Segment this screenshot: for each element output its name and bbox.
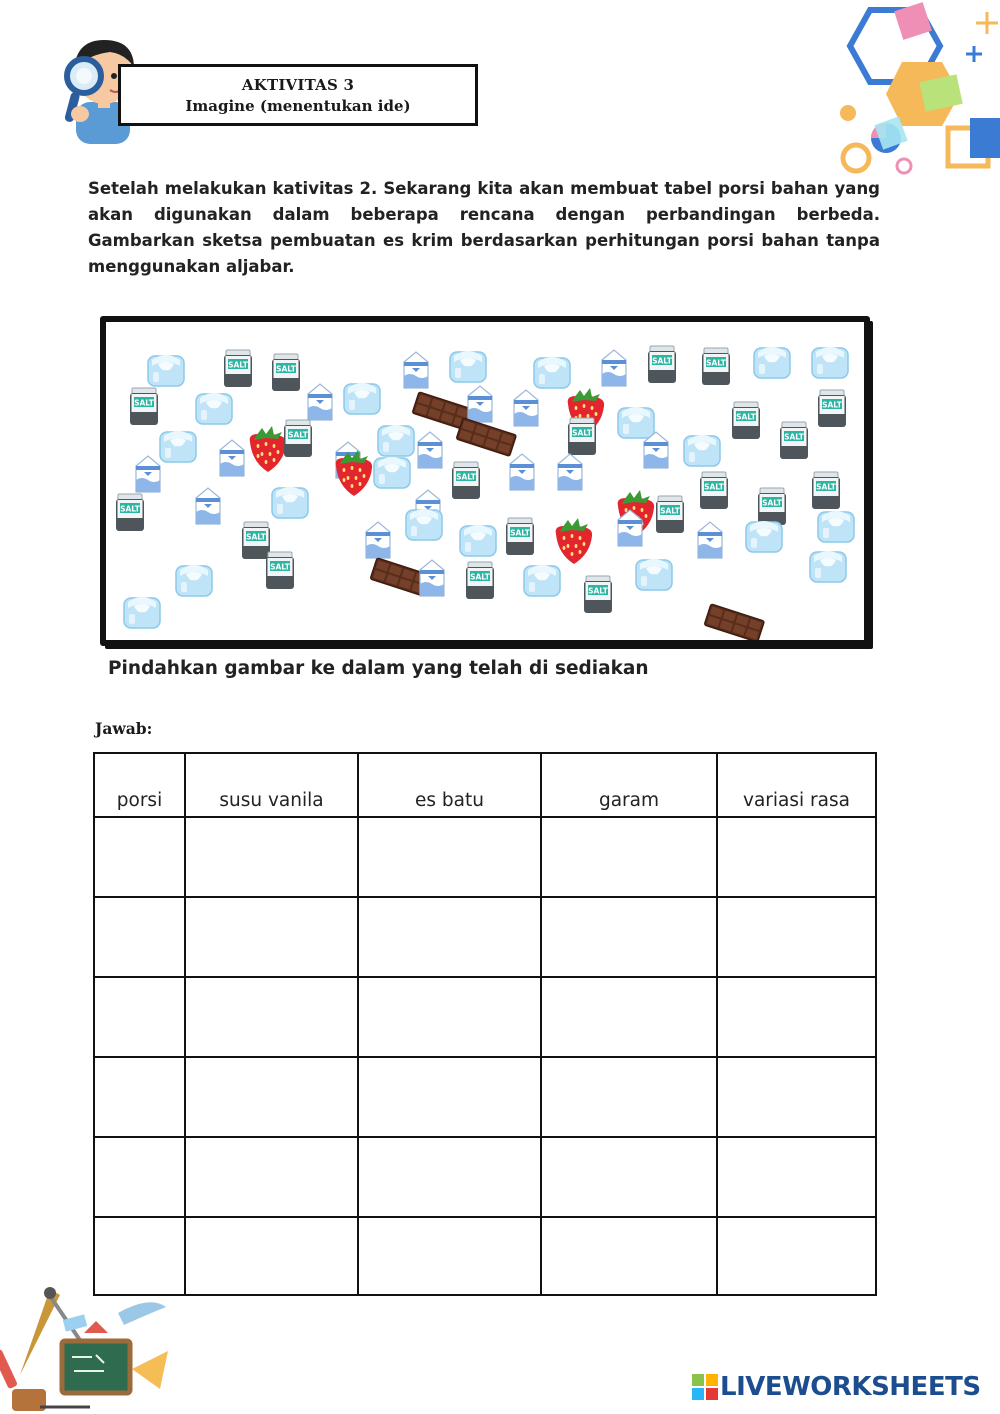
- vanilla-milk-carton-picture[interactable]: [308, 384, 332, 420]
- salt-jar-picture[interactable]: [242, 522, 270, 559]
- salt-label-text: SALT: [228, 360, 248, 370]
- drop-cell[interactable]: [185, 1057, 358, 1137]
- vanilla-milk-carton-picture[interactable]: [404, 352, 428, 388]
- salt-label-text: SALT: [784, 432, 804, 442]
- drop-cell[interactable]: [717, 1057, 876, 1137]
- ice-cube-picture[interactable]: [818, 511, 854, 542]
- drop-cell[interactable]: [94, 817, 185, 897]
- salt-label-text: SALT: [762, 498, 782, 508]
- salt-jar-picture[interactable]: [780, 422, 808, 459]
- drop-cell[interactable]: [358, 977, 541, 1057]
- drop-cell[interactable]: [717, 977, 876, 1057]
- vanilla-milk-carton-picture[interactable]: [196, 488, 220, 524]
- ice-cube-picture[interactable]: [636, 559, 672, 590]
- salt-label-text: SALT: [660, 506, 680, 516]
- salt-label-text: SALT: [246, 532, 266, 542]
- drop-cell[interactable]: [717, 817, 876, 897]
- activity-title: AKTIVITAS 3: [241, 75, 355, 94]
- salt-label-text: SALT: [456, 472, 476, 482]
- table-row: [94, 1137, 876, 1217]
- ice-cube-picture[interactable]: [684, 435, 720, 466]
- ice-cube-picture[interactable]: [374, 457, 410, 488]
- salt-jar-picture[interactable]: [700, 472, 728, 509]
- drop-cell[interactable]: [185, 1137, 358, 1217]
- activity-subtitle: Imagine (menentukan ide): [185, 96, 411, 115]
- salt-label-text: SALT: [736, 412, 756, 422]
- salt-label-text: SALT: [134, 398, 154, 408]
- strawberry-picture[interactable]: [250, 426, 286, 472]
- drop-cell[interactable]: [541, 1057, 717, 1137]
- ice-cube-picture[interactable]: [524, 565, 560, 596]
- salt-jar-picture[interactable]: [702, 348, 730, 385]
- drop-cell[interactable]: [94, 977, 185, 1057]
- table-header-row: [94, 753, 876, 817]
- ice-cube-picture[interactable]: [812, 347, 848, 378]
- ice-cube-picture[interactable]: [196, 393, 232, 424]
- salt-jar-picture[interactable]: [732, 402, 760, 439]
- school-tools-decoration: [0, 1285, 180, 1414]
- ice-cube-picture[interactable]: [754, 347, 790, 378]
- instruction-text: Pindahkan gambar ke dalam yang telah di sediakan: [108, 658, 649, 679]
- drop-cell[interactable]: [541, 897, 717, 977]
- drop-cell[interactable]: [541, 977, 717, 1057]
- ice-cube-picture[interactable]: [272, 487, 308, 518]
- salt-jar-picture[interactable]: [568, 418, 596, 455]
- liveworksheets-logo-text: LIVEWORKSHEETS: [720, 1372, 981, 1402]
- salt-jar-picture[interactable]: [116, 494, 144, 531]
- ice-cube-picture[interactable]: [406, 509, 442, 540]
- liveworksheets-logo[interactable]: [692, 1372, 981, 1402]
- salt-label-text: SALT: [572, 428, 592, 438]
- salt-label-text: SALT: [270, 562, 290, 572]
- table-row: [94, 1057, 876, 1137]
- salt-label-text: SALT: [704, 482, 724, 492]
- salt-jar-picture[interactable]: [466, 562, 494, 599]
- vanilla-milk-carton-picture[interactable]: [468, 386, 492, 422]
- strawberry-picture[interactable]: [556, 518, 593, 564]
- salt-jar-picture[interactable]: [452, 462, 480, 499]
- ice-cube-picture[interactable]: [534, 357, 570, 388]
- vanilla-milk-carton-picture[interactable]: [514, 390, 538, 426]
- drop-cell[interactable]: [185, 897, 358, 977]
- chocolate-bar-picture[interactable]: [704, 604, 764, 640]
- drop-cell[interactable]: [717, 1137, 876, 1217]
- salt-jar-picture[interactable]: [284, 420, 312, 457]
- ingredient-picture-canvas: [106, 322, 864, 640]
- salt-jar-picture[interactable]: [812, 472, 840, 509]
- liveworksheets-logo-icon: [692, 1374, 718, 1400]
- answer-label: Jawab:: [95, 719, 153, 738]
- salt-label-text: SALT: [276, 364, 296, 374]
- salt-label-text: SALT: [120, 504, 140, 514]
- intro-paragraph: Setelah melakukan kativitas 2. Sekarang kita akan membuat tabel porsi bahan yang akan digunakan dalam beberapa rencana dengan perbandingan berbeda. Gambarkan sketsa pembuatan es krim berdasarkan perhitungan porsi bahan tanpa menggunakan aljabar.: [88, 179, 880, 276]
- salt-jar-picture[interactable]: [266, 552, 294, 589]
- table-row: [94, 1217, 876, 1295]
- salt-jar-picture[interactable]: [224, 350, 252, 387]
- drop-cell[interactable]: [358, 1137, 541, 1217]
- ice-cube-picture[interactable]: [618, 407, 654, 438]
- drop-cell[interactable]: [94, 897, 185, 977]
- ice-cube-picture[interactable]: [344, 383, 380, 414]
- vanilla-milk-carton-picture[interactable]: [220, 440, 244, 476]
- salt-jar-picture[interactable]: [758, 488, 786, 525]
- geometric-shapes-decoration: [830, 0, 1000, 180]
- salt-label-text: SALT: [822, 400, 842, 410]
- vanilla-milk-carton-picture[interactable]: [698, 522, 722, 558]
- salt-label-text: SALT: [706, 358, 726, 368]
- table-row: [94, 817, 876, 897]
- salt-jar-picture[interactable]: [272, 354, 300, 391]
- ice-cube-picture[interactable]: [176, 565, 212, 596]
- drop-cell[interactable]: [185, 977, 358, 1057]
- salt-jar-picture[interactable]: [584, 576, 612, 613]
- salt-label-text: SALT: [470, 572, 490, 582]
- ice-cube-picture[interactable]: [450, 351, 486, 382]
- salt-jar-picture[interactable]: [130, 388, 158, 425]
- salt-jar-picture[interactable]: [818, 390, 846, 427]
- vanilla-milk-carton-picture[interactable]: [136, 456, 160, 492]
- drop-cell[interactable]: [358, 817, 541, 897]
- vanilla-milk-carton-picture[interactable]: [602, 350, 626, 386]
- drop-cell[interactable]: [717, 1217, 876, 1295]
- drop-cell[interactable]: [541, 1137, 717, 1217]
- vanilla-milk-carton-picture[interactable]: [558, 454, 582, 490]
- chocolate-bar-picture[interactable]: [456, 418, 516, 456]
- drop-cell[interactable]: [94, 1057, 185, 1137]
- vanilla-milk-carton-picture[interactable]: [420, 560, 444, 596]
- vanilla-milk-carton-picture[interactable]: [366, 522, 390, 558]
- salt-jar-picture[interactable]: [506, 518, 534, 555]
- ice-cube-picture[interactable]: [124, 597, 160, 628]
- drop-cell[interactable]: [541, 817, 717, 897]
- salt-label-text: SALT: [816, 482, 836, 492]
- ice-cube-picture[interactable]: [160, 431, 196, 462]
- salt-jar-picture[interactable]: [656, 496, 684, 533]
- table-row: [94, 977, 876, 1057]
- drop-cell[interactable]: [185, 1217, 358, 1295]
- drop-cell[interactable]: [541, 1217, 717, 1295]
- ingredient-picture-frame: [100, 316, 870, 646]
- salt-label-text: SALT: [652, 356, 672, 366]
- salt-label-text: SALT: [588, 586, 608, 596]
- drop-cell[interactable]: [358, 897, 541, 977]
- vanilla-milk-carton-picture[interactable]: [510, 454, 534, 490]
- drop-cell[interactable]: [94, 1217, 185, 1295]
- drop-cell[interactable]: [185, 817, 358, 897]
- ice-cube-picture[interactable]: [810, 551, 846, 582]
- table-row: [94, 897, 876, 977]
- ice-cube-picture[interactable]: [378, 425, 414, 456]
- drop-cell[interactable]: [358, 1217, 541, 1295]
- column-header-susu-vanila: susu vanila: [185, 753, 358, 817]
- salt-label-text: SALT: [510, 528, 530, 538]
- column-header-variasi-rasa: variasi rasa: [717, 753, 876, 817]
- drop-cell[interactable]: [358, 1057, 541, 1137]
- salt-label-text: SALT: [288, 430, 308, 440]
- drop-cell[interactable]: [94, 1137, 185, 1217]
- portion-table: [93, 752, 877, 1296]
- ice-cube-picture[interactable]: [746, 521, 782, 552]
- ice-cube-picture[interactable]: [460, 525, 496, 556]
- column-header-es-batu: es batu: [358, 753, 541, 817]
- vanilla-milk-carton-picture[interactable]: [418, 432, 442, 468]
- column-header-porsi: porsi: [94, 753, 185, 817]
- drop-cell[interactable]: [717, 897, 876, 977]
- activity-header: [118, 64, 478, 126]
- ice-cube-picture[interactable]: [148, 355, 184, 386]
- column-header-garam: garam: [541, 753, 717, 817]
- salt-jar-picture[interactable]: [648, 346, 676, 383]
